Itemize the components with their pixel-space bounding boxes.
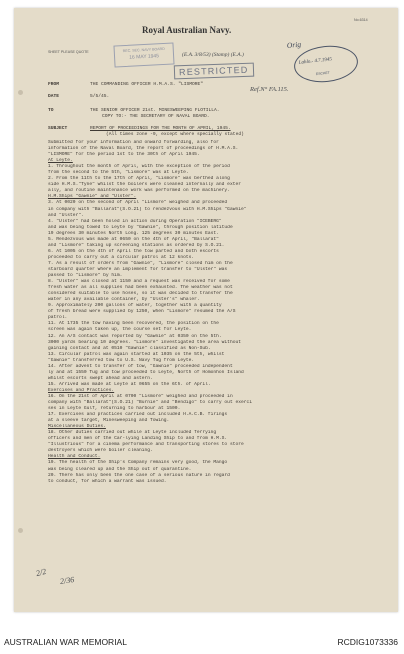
to-value: THE SENIOR OFFICER 21st. MINESWEEPING FLOTILLA. [90,108,220,113]
date-label: DATE [48,94,60,99]
received-stamp-date: 16 MAY 1945 [129,53,160,61]
report-line: Miscellaneous Duties. [48,424,106,430]
report-line: 6. At 1005 on the 4th of April the tow parted and both escorts [48,248,219,254]
received-stamp-line-1: REC. SEC. NAVY BOARD [122,46,165,54]
report-line: "Gawnie" transferred tow to U.S. Navy Tug from Leyte. [48,357,195,363]
report-line: of fresh bread were supplied by 1250, when "Lismore" resumed the A/S [48,309,236,315]
report-line: 16. On the 21st of April at 0700 "Lismore" weighed and proceeded in [48,393,233,399]
report-line: in company with "Ballarat"(S.O.21) to rendezvous with H.M.Ships "Gawnie" [48,206,247,212]
report-line: passed to "Lismore" by him. [48,273,123,279]
report-line: 5. Rendezvous was made at 0650 on the 4th of April, "Ballarat" [48,236,219,242]
report-line: 4. "Ulster" had been holed in action during Operation "ICEBERG" [48,218,222,224]
report-line: and was being towed to Leyte by "Gawnie", through position latitude [48,224,233,230]
oval-stamp-orig: Orig [286,39,302,50]
from-label: FROM [48,82,60,87]
report-line: "LISMORE" for the period 1st to the 30th of April 1945. [48,152,200,158]
report-line: H.M.Ships "Gawnie" and "Ulster". [48,194,137,200]
report-line: 19 degrees 30 minutes North Long. 125 degrees 30 minutes East. [48,230,219,236]
report-line: side H.M.S."Tyne" whilst the boilers were cleaned internally and exter [48,182,241,188]
received-stamp [113,42,174,67]
report-line: 8. "Ulster" was closed at 1150 and a request was received for some [48,279,230,285]
report-line: 1. Throughout the month of April, with the exception of the period [48,164,230,170]
report-line: whilst escorts swept ahead and astern. [48,375,153,381]
report-line: at a sleeve target, Minesweeping and Towing. [48,418,170,424]
report-line: Health and Conduct. [48,454,101,460]
footer-archive-name: AUSTRALIAN WAR MEMORIAL [4,637,127,647]
report-line: and "Lismore" taking up screening stations as ordered by S.O.21. [48,242,225,248]
report-line: 18. Other duties carried out while at Leyte included ferrying [48,430,217,436]
report-line: 9. Approximately 200 gallons of water, together with a quantity [48,303,222,309]
report-line: patrol. [48,315,68,321]
report-line: starboard quarter where an implement for transfer to "Ulster" was [48,266,228,272]
report-line: fresh water as all supplies had been exhausted. The weather was not [48,285,233,291]
oval-stamp-label: ESCHET [315,70,330,77]
margin-note-b: 2/36 [59,575,75,586]
report-line: 20. There has only been the one case of a serious nature in regard [48,472,230,478]
report-line: officers and men of the Car-lying Landing Ship to and from H.M.S. [48,436,228,442]
punch-hole-top [18,90,23,95]
report-line: considered suitable to use hoses, so it was decided to transfer the [48,291,233,297]
punch-hole-bottom [18,528,23,533]
report-body [48,140,384,485]
to-label: TO [48,108,54,113]
report-line: and "Ulster". [48,212,84,218]
report-line: gaining contact and at 0510 "Gawnie" classified as Non-Sub. [48,345,211,351]
report-line: water in any available container, by "Ulster's" whaler. [48,297,200,303]
subject-label: SUBJECT [48,126,68,131]
times-note: (All times zone -9, except where specially stated) [106,132,244,137]
report-line: 11. At 1735 the tow having been recovered, the position on the [48,321,219,327]
copy-to-value: COPY TO:- THE SECRETARY OF NAVAL BOARD. [102,114,210,119]
report-line: 19. The health of the Ship's Company remains very good, the Mango [48,460,228,466]
from-value: THE COMMANDING OFFICER H.M.A.S. "LISMORE" [90,82,204,87]
report-line: information of the Naval Board, the report of proceedings of H.M.A.S. [48,146,239,152]
report-line: 3. At 0020 on the second of April "Lismore" weighed and proceeded [48,200,228,206]
document-heading: Royal Australian Navy. [142,25,232,35]
oval-stamp [286,39,359,85]
report-line: ly and at 1550 Tug and tow proceeded to Leyte, North of Homonhon Island [48,369,244,375]
report-line: 12. An A/S contact was reported by "Gawnie" at 0350 on the 5th. [48,333,222,339]
report-line: 3000 yards bearing 10 degrees. "Lismore" investigated the area without [48,339,241,345]
report-line: 17. Exercises and practices carried out included H.A.C.B. firings [48,412,228,418]
report-line: 15. Arrived was made at Leyte at 0655 on the 6th. of April. [48,381,211,387]
report-line: to conduct, for which a warrant was issued. [48,478,167,484]
report-line: ally, and routine maintenance work was performed on the machinery. [48,188,230,194]
footer-record-id: RCDIG1073336 [337,637,398,647]
annotation-top: (E.A. 3/8/53) (Stamp) (E.A.) [182,52,244,58]
restricted-stamp: RESTRICTED [174,63,254,80]
document-page [14,8,398,612]
report-line: At Leyte. [48,158,73,164]
report-line: "Illustrious" for a cinema performance and transporting stores to store [48,442,244,448]
report-line: 14. After advent to transfer of tow, "Gawnie" proceeded independent [48,363,233,369]
report-line: Submitted for your information and onward forwarding, also for [48,140,219,145]
report-line: Exercises and Practices. [48,387,115,393]
report-line: 7. As a result of orders from "Gawnie", "Lismore" closed him on the [48,260,233,266]
report-line: company with "Ballarat"(S.O.21) "Burnie" and "Bendigo" to carry out exerci [48,400,252,406]
report-line: screen was again taken up, the course set for Leyte. [48,327,192,333]
annotation-ref: Ref.N° FA.115. [250,86,289,93]
report-line: destroyers which were boiler cleaning. [48,448,153,454]
sheet-quote-label: SHEET PLEASE QUOTE [48,50,89,54]
date-value: 5/5/45. [90,94,110,99]
report-line: ses in Leyte Gulf, returning to harbour at 1500. [48,406,181,412]
margin-note-a: 2/2 [35,566,48,579]
report-line: from the second to the 5th, "Lismore" was at Leyte. [48,170,189,176]
ref-number: No.6314 [354,18,368,22]
report-line: 2. From the 11th to the 17th of April, "Lismore" was berthed along [48,176,230,182]
report-line: proceeded to carry out a circular patrol at 12 knots. [48,254,195,260]
oval-stamp-date: Lahlo.- 4.7.1945 [298,57,333,66]
report-line: was being cleared up and the Ship out of quarantine. [48,466,192,472]
report-line: 13. Circular patrol was again started at 1035 on the 5th, whilst [48,351,225,357]
subject-value: REPORT OF PROCEEDINGS FOR THE MONTH OF APRIL, 1945. [90,126,231,131]
